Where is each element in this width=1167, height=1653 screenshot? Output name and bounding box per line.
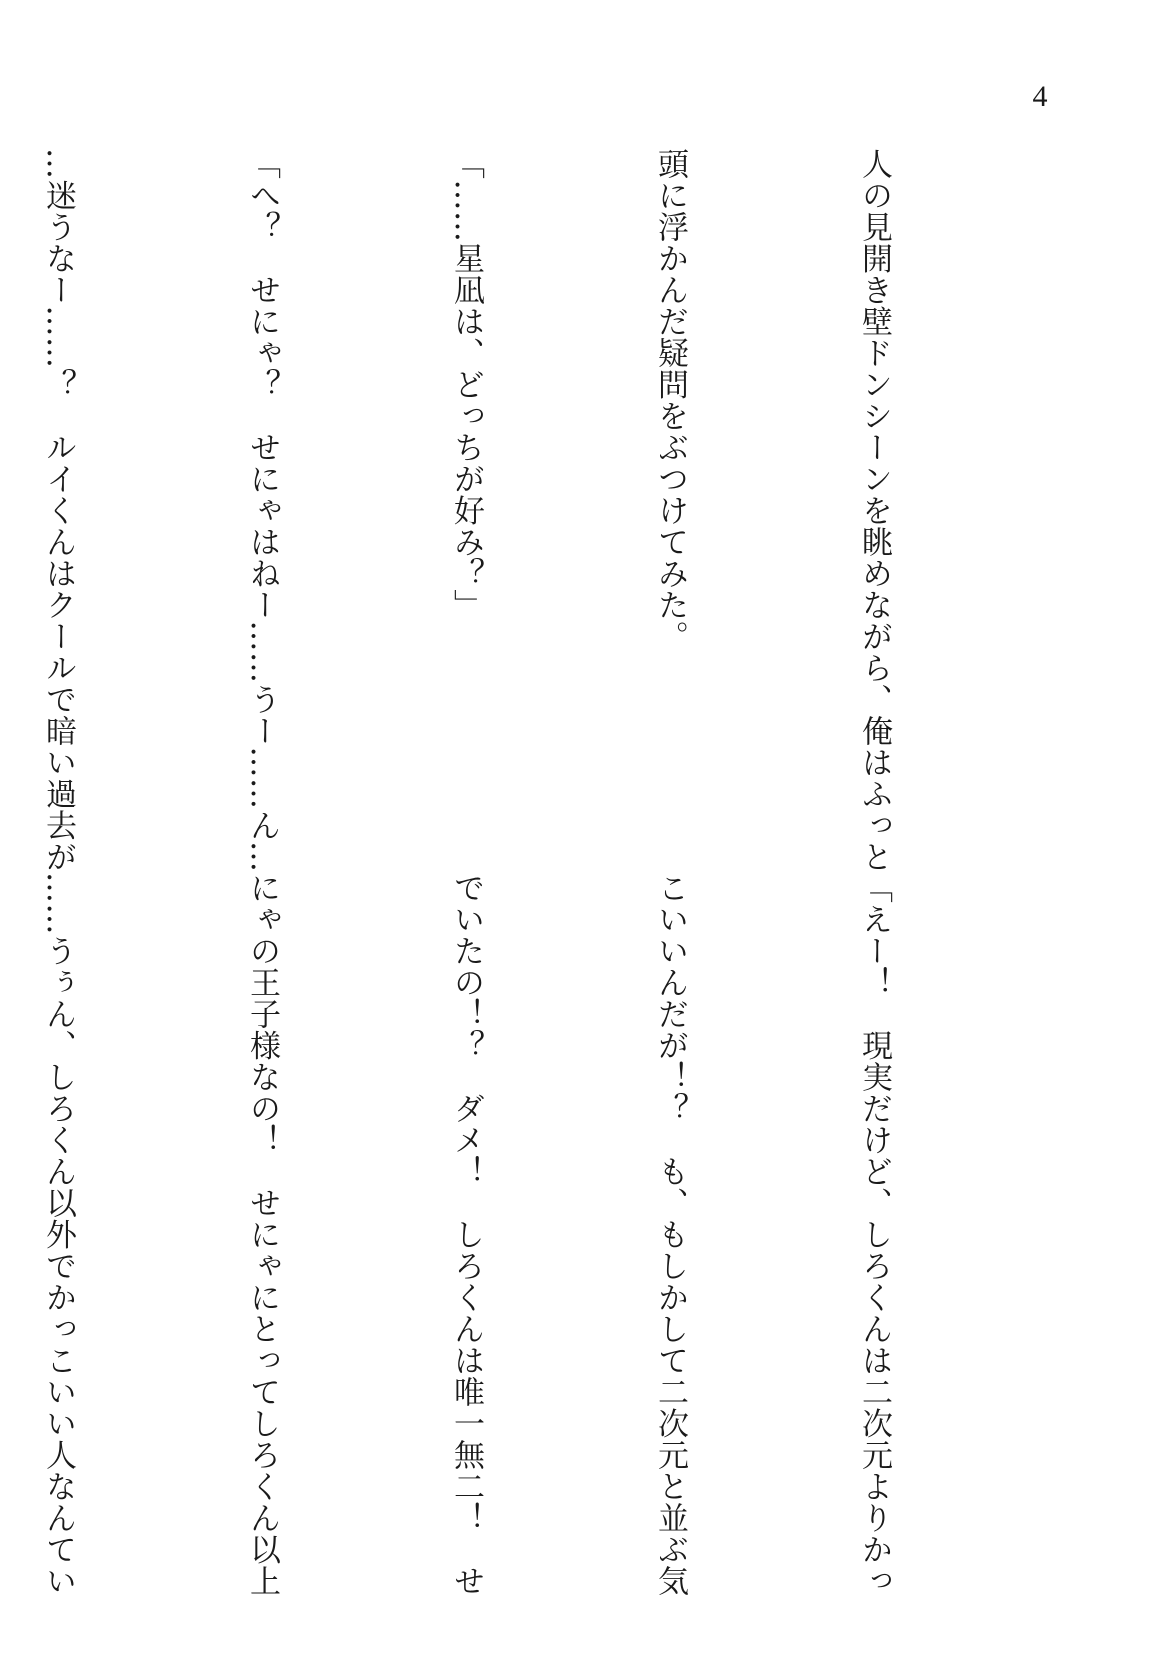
text-line: 「へ？ せにゃ？ せにゃはねー……うー……ん… [244,148,280,873]
text-line: にゃの王子様なの！ せにゃにとってしろくん以上 [244,872,280,1597]
text-line: でいたの！？ ダメ！ しろくんは唯一無二！ せ [448,872,484,1597]
text-line: ……うぅん、しろくん以外でかっこいい人なんてい [40,872,76,1597]
text-line: こいいんだが！？ も、もしかして二次元と並ぶ気 [652,872,688,1597]
text-line: 人の見開き壁ドンシーンを眺めながら、俺はふっと [856,148,892,873]
text-line: 「えー！ 現実だけど、しろくんは二次元よりかっ [856,872,892,1597]
lower-text-block [40,872,1044,1597]
text-line: 頭に浮かんだ疑問をぶつけてみた。 [652,148,688,652]
upper-text-block [40,148,1044,873]
text-line: 「……星凪は、どっちが好み？」 [448,148,484,621]
page-number: 4 [1032,80,1048,113]
text-line: …迷うなー……？ ルイくんはクールで暗い過去が [40,148,76,873]
